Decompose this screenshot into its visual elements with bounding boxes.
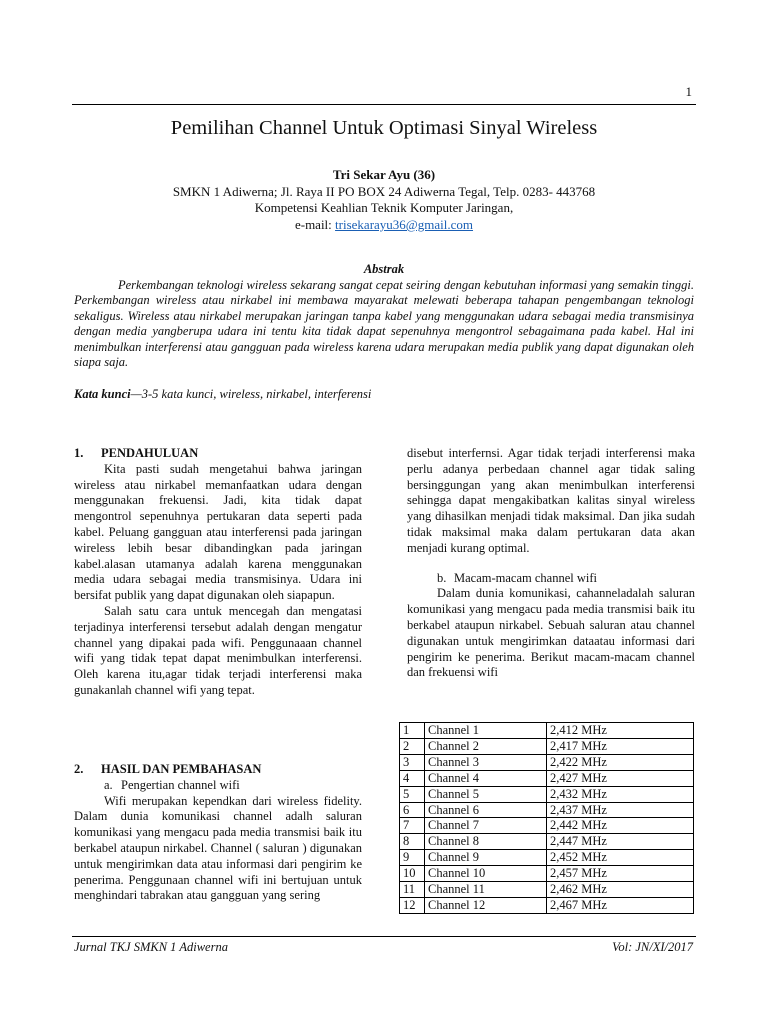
channel-no-cell: 3 [400,754,425,770]
channel-name-cell: Channel 8 [425,834,547,850]
channel-name-cell: Channel 5 [425,786,547,802]
table-row [400,897,694,913]
channel-name-cell: Channel 7 [425,818,547,834]
email-link[interactable]: trisekarayu36@gmail.com [335,217,474,232]
keywords-text: —3-5 kata kunci, wireless, nirkabel, interferensi [130,387,372,401]
section-1 [74,446,362,699]
section-1-heading [74,446,362,462]
journal-name: Jurnal TKJ SMKN 1 Adiwerna [74,940,228,954]
channel-freq-cell: 2,422 MHz [547,754,694,770]
paper-title: Pemilihan Channel Untuk Optimasi Sinyal Wireless [170,117,598,139]
channel-freq-cell: 2,437 MHz [547,802,694,818]
volume-info: Vol: JN/XI/2017 [612,940,693,954]
keywords-label: Kata kunci [74,387,131,401]
subsection-a-title: Pengertian channel wifi [121,777,240,792]
channel-name-cell: Channel 6 [425,802,547,818]
right-column [407,446,695,681]
subsection-b-title: Macam-macam channel wifi [454,570,597,585]
table-row [400,738,694,754]
section-2-number: 2. [74,762,84,776]
channel-name-cell: Channel 12 [425,897,547,913]
channel-no-cell: 12 [400,897,425,913]
channel-no-cell: 9 [400,850,425,866]
channel-name-cell: Channel 2 [425,738,547,754]
channel-freq-cell: 2,447 MHz [547,834,694,850]
footer-rule [72,936,696,937]
channel-no-cell: 2 [400,738,425,754]
channel-name-cell: Channel 11 [425,882,547,898]
subsection-b-label: b. [437,570,447,585]
channel-no-cell: 5 [400,786,425,802]
channel-freq-cell: 2,452 MHz [547,850,694,866]
email-label: e-mail: [294,217,336,232]
channel-name-cell: Channel 3 [425,754,547,770]
table-row [400,754,694,770]
table-row [400,786,694,802]
table-row [400,770,694,786]
abstract-heading: Abstrak [363,262,405,276]
channel-freq-cell: 2,417 MHz [547,738,694,754]
channel-no-cell: 10 [400,866,425,882]
channel-freq-cell: 2,462 MHz [547,882,694,898]
channel-freq-cell: 2,467 MHz [547,897,694,913]
subsection-a-heading [74,778,362,794]
author-email-line [0,217,768,233]
channel-table [399,722,694,914]
channel-freq-cell: 2,457 MHz [547,866,694,882]
table-row [400,723,694,739]
section-1-title: PENDAHULUAN [101,446,199,460]
section-1-paragraph-2: Salah satu cara untuk mencegah dan mengatasi terjadinya interferensi tersebut adalah dengan mengatur channel yang dipakai pada wifi. Penggunaaan channel wifi yang tidak tepat dapat menimbulkan interferensi. Oleh karena itu,agar tidak terjadi interferensi maka gunakanlah channel wifi yang tepat. [74,603,362,697]
channel-freq-cell: 2,432 MHz [547,786,694,802]
channel-freq-cell: 2,427 MHz [547,770,694,786]
page-number: 1 [685,84,692,99]
section-2 [74,762,362,904]
channel-name-cell: Channel 1 [425,723,547,739]
channel-no-cell: 11 [400,882,425,898]
table-row [400,882,694,898]
section-1-number: 1. [74,446,84,460]
channel-no-cell: 6 [400,802,425,818]
channel-no-cell: 8 [400,834,425,850]
author-affiliation: SMKN 1 Adiwerna; Jl. Raya II PO BOX 24 Adiwerna Tegal, Telp. 0283- 443768 [172,184,596,199]
header-rule [72,104,696,105]
channel-no-cell: 4 [400,770,425,786]
channel-table-wrapper [399,722,694,914]
table-row [400,866,694,882]
channel-name-cell: Channel 4 [425,770,547,786]
keywords-line [74,387,694,402]
subsection-b-heading [407,571,695,587]
subsection-a-label: a. [104,777,113,792]
abstract-text: Perkembangan teknologi wireless sekarang sangat cepat seiring dengan kebutuhan informasi yang semakin tinggi. Perkembangan wireless atau nirkabel ini membawa mayarakat melewati beberapa tahapan pengembangan teknologi sekaligus. Wireless atau nirkabel merupakan jaringan tanpa kabel yang menggunakan udara sebagai media transmisinya dengan media yangberupa udara ini tentu kita tidak dapat sepenuhnya mengontrol sebagaimana pada kabel. Hal ini menimbulkan interferensi atau gangguan pada wireless karena udara merupakan media publik yang dapat digunakan oleh siapa saja. [74,278,694,370]
channel-no-cell: 1 [400,723,425,739]
table-row [400,834,694,850]
section-2-paragraph-1: Wifi merupakan kependkan dari wireless fidelity. Dalam dunia komunikasi channel adalh saluran komunikasi yang mengacu pada media transmisi baik itu berkabel ataupun nirkabel. Channel ( saluran ) digunakan untuk mengirimkan data atau informasi dari pengirim ke penerima. Penggunaan channel wifi ini bertujuan untuk menghindari tabrakan atau gangguan yang sering [74,793,362,903]
table-row [400,802,694,818]
section-2-heading [74,762,362,778]
channel-no-cell: 7 [400,818,425,834]
author-name: Tri Sekar Ayu (36) [332,167,436,182]
author-department: Kompetensi Keahlian Teknik Komputer Jaringan, [254,200,514,215]
section-1-paragraph-1: Kita pasti sudah mengetahui bahwa jaringan wireless atau nirkabel memanfaatkan udara dengan menggunakan frekuensi. Jadi, kita tidak dapat mengontrol sepenuhnya pertukaran data seperti pada kabel. Peluang gangguan atau interferensi pada jaringan wireless lebih besar dibandingkan pada jaringan kabel.alasan utamanya adalah karena menggunakan media udara sebagai media transmisinya. Udara ini bersifat publik yang dapat digunakan oleh siapapun. [74,461,362,603]
channel-freq-cell: 2,442 MHz [547,818,694,834]
section-2-paragraph-1-continued: disebut interfernsi. Agar tidak terjadi interferensi maka perlu adanya perbedaan channel agar tidak saling bersinggungan yang akan menimbulkan interferensi sehingga dapat mengakibatkan kalitas sinyal wireless yang dihasilkan menjadi tidak maksimal. Dan jika sudah tidak maksimal maka dalam pertukaran data akan menjadi kurang optimal. [407,446,695,555]
section-2-title: HASIL DAN PEMBAHASAN [101,762,262,776]
channel-freq-cell: 2,412 MHz [547,723,694,739]
channel-name-cell: Channel 10 [425,866,547,882]
table-row [400,850,694,866]
section-2-paragraph-2: Dalam dunia komunikasi, cahanneladalah saluran komunikasi yang mengacu pada media transmisi baik itu berkabel ataupun nirkabel. Sebuah saluran atau channel digunakan untuk mengirimkan dataatau informasi dari pengirim ke penerima. Berikut macam-macam channel dan frekuensi wifi [407,586,695,680]
table-row [400,818,694,834]
channel-name-cell: Channel 9 [425,850,547,866]
